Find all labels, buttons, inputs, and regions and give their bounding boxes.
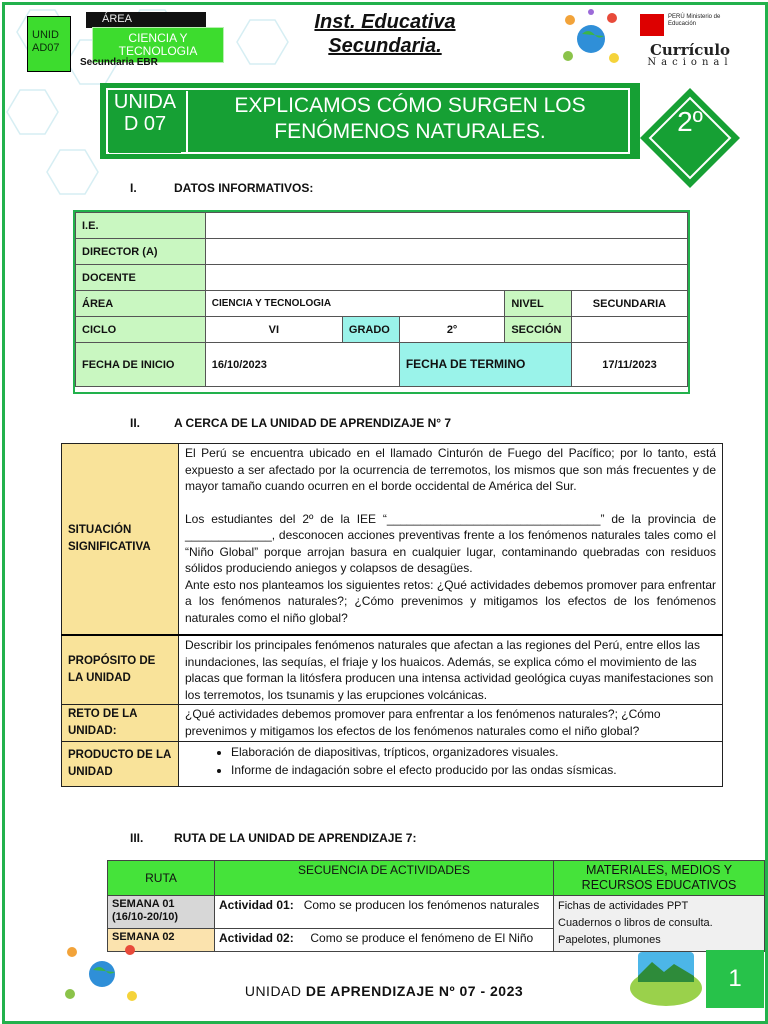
ciclo-label: CICLO: [76, 317, 206, 343]
director-value: [205, 239, 687, 265]
situacion-label: SITUACIÓN SIGNIFICATIVA: [62, 444, 179, 636]
logo-nacional: Nacional: [647, 57, 733, 68]
situacion-p3: Ante esto nos planteamos los siguientes retos: ¿Qué actividades debemos promover para enfrentar a los fenómenos naturales?; ¿Cómo prevenimos y mitigamos los efectos de los fenómenos naturales como el niño global?: [185, 577, 716, 625]
situacion-p2: Los estudiantes del 2º de la IEE “________________________________” de la provincia de _____________, desconocen acciones preventivas frente a los fenómenos naturales tales como el “Niño Global” porque arrojan basura en cualquier lugar, contaminando quebradas con residuos sólidos produciendo aniegos y colapsos de desagües.: [185, 511, 716, 575]
grado-value: 2°: [399, 317, 505, 343]
ie-label: I.E.: [76, 213, 206, 239]
science-icons-decoration: [560, 8, 622, 70]
page-number: 1: [706, 950, 764, 1008]
producto-list-cell: [179, 742, 723, 787]
seccion-value: [571, 317, 687, 343]
col-secuencia-header: SECUENCIA DE ACTIVIDADES: [215, 861, 554, 896]
area-label: ÁREA: [86, 12, 206, 28]
area-row-label: ÁREA: [76, 291, 206, 317]
footer: UNIDAD DE APRENDIZAJE Nº 07 - 2023: [244, 983, 524, 999]
ruta-table-wrap: [107, 860, 765, 952]
ie-value: [205, 213, 687, 239]
actividad-01-text: Como se producen los fenómenos naturales: [303, 898, 540, 912]
level-label: Secundaria EBR: [80, 57, 158, 68]
semana-01: SEMANA 01 (16/10-20/10): [108, 896, 215, 929]
col-materiales-header: MATERIALES, MEDIOS Y RECURSOS EDUCATIVOS: [554, 861, 765, 896]
fecha-termino-value: 17/11/2023: [571, 343, 687, 387]
col-ruta-header: RUTA: [108, 861, 215, 896]
section2-title: A CERCA DE LA UNIDAD DE APRENDIZAJE N° 7: [174, 416, 452, 430]
logo-curriculo: Currículo: [649, 41, 731, 59]
logo-ministry: PERÚ Ministerio de Educación: [668, 14, 721, 27]
producto-item: • Elaboración de diapositivas, trípticos, organizadores visuales.: [231, 743, 716, 761]
actividad-02-label: Actividad 02:: [219, 931, 294, 945]
actividad-02-text: Como se produce el fenómeno de El Niño: [310, 931, 534, 945]
producto-label: PRODUCTO DE LA UNIDAD: [62, 742, 179, 787]
proposito-label: PROPÓSITO DE LA UNIDAD: [62, 635, 179, 705]
situacion-text: [179, 444, 723, 636]
reto-label: RETO DE LA UNIDAD:: [62, 705, 179, 742]
reto-text: ¿Qué actividades debemos promover para enfrentar a los fenómenos naturales?; ¿Cómo prevenimos y mitigamos los efectos de los fenómenos naturales como el niño global?: [179, 705, 723, 742]
director-label: DIRECTOR (A): [76, 239, 206, 265]
fecha-inicio-label: FECHA DE INICIO: [76, 343, 206, 387]
area-value: CIENCIA Y TECNOLOGIA: [92, 27, 224, 63]
proposito-text: Describir los principales fenómenos naturales que afectan a las regiones del Perú, entre ellos las inundaciones, las sequías, el friaje y los huaicos. Además, se explica cómo el movimiento de las placas que forman la litósfera producen una intensa actividad geológica cuyas manifestaciones son los terremotos, los tsunamis y las erupciones volcánicas.: [179, 635, 723, 705]
fecha-inicio-value: 16/10/2023: [205, 343, 399, 387]
nivel-label: NIVEL: [505, 291, 572, 317]
situacion-p1: El Perú se encuentra ubicado en el llamado Cinturón de Fuego del Pacífico; por lo tanto, está expuesto a ser afectado por la ocurrencia de terremotos, los mismos que son más frecuentes y de mayor tamaño cuando ocurren en el borde occidental de América del Sur.: [185, 446, 716, 493]
banner-separator: [186, 91, 188, 153]
datos-informativos-table: [73, 210, 690, 394]
unidad-table: [61, 443, 723, 787]
fecha-termino-label: FECHA DE TERMINO: [399, 343, 571, 387]
producto-list: [185, 743, 716, 779]
grado-label: GRADO: [342, 317, 399, 343]
section3-number: III.: [130, 831, 144, 845]
area-row-value: CIENCIA Y TECNOLOGIA: [205, 291, 505, 317]
institution-title: Inst. Educativa Secundaria.: [314, 11, 456, 57]
unit-title: EXPLICAMOS CÓMO SURGEN LOS FENÓMENOS NATURALES.: [234, 94, 586, 143]
docente-value: [205, 265, 687, 291]
material-item: Papelotes, plumones: [558, 934, 661, 946]
producto-item: • Informe de indagación sobre el efecto producido por las ondas sísmicas.: [231, 761, 716, 779]
material-item: Fichas de actividades PPT: [558, 900, 689, 912]
grade-value: 2º: [677, 106, 703, 137]
section1-number: I.: [130, 181, 137, 195]
ciclo-value: VI: [205, 317, 342, 343]
seccion-label: SECCIÓN: [505, 317, 572, 343]
banner-unit-label: UNIDA D 07: [109, 91, 181, 153]
section2-number: II.: [130, 416, 141, 430]
docente-label: DOCENTE: [76, 265, 206, 291]
unit-code-badge: UNID AD07: [27, 16, 71, 72]
actividad-01: [215, 896, 554, 929]
semana-02: SEMANA 02: [108, 929, 215, 952]
actividad-01-label: Actividad 01:: [219, 898, 294, 912]
nivel-value: SECUNDARIA: [571, 291, 687, 317]
section1-title: DATOS INFORMATIVOS:: [174, 181, 314, 195]
section3-title: RUTA DE LA UNIDAD DE APRENDIZAJE 7:: [174, 831, 417, 845]
actividad-02: [215, 929, 554, 952]
science-icons-decoration: [60, 938, 144, 1010]
material-item: Cuadernos o libros de consulta.: [558, 917, 713, 929]
peru-flag-icon: [640, 14, 664, 36]
